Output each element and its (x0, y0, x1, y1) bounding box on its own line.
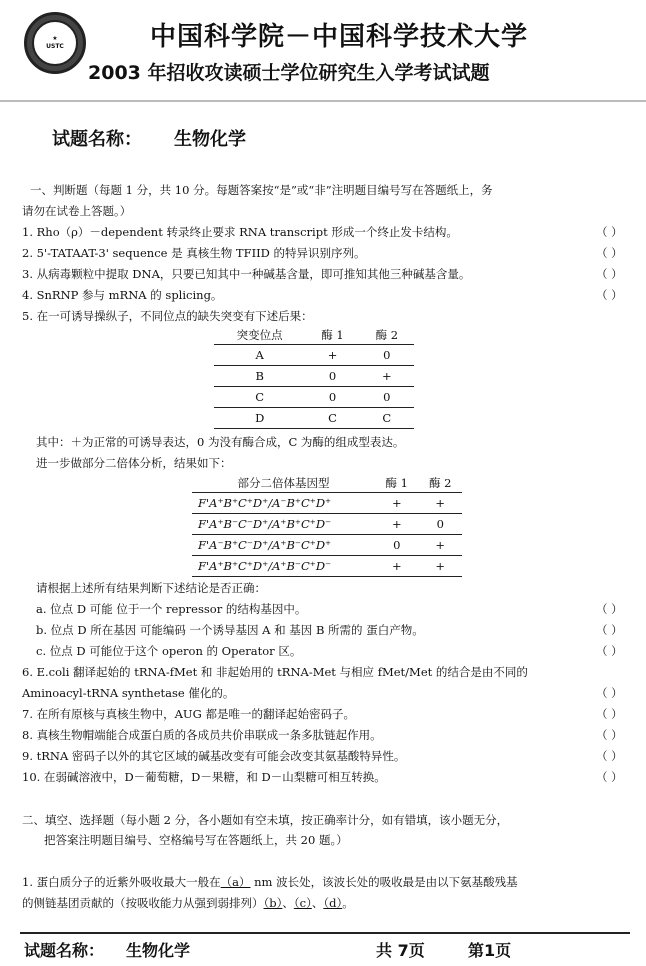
answer-paren-1: （ ） (596, 225, 623, 239)
statement-c: c. 位点 D 可能位于这个 operon 的 Operator 区。 (36, 644, 302, 658)
fill-q1-text-post: nm 波长处，该波长处的吸收最是由以下氨基酸残基 (250, 875, 518, 889)
answer-paren-6: （ ） (596, 686, 623, 700)
answer-paren-2: （ ） (596, 246, 623, 260)
table-cell: C (214, 387, 305, 408)
table-row (192, 556, 462, 577)
table-cell: A (214, 345, 305, 366)
question-1: 1. Rho（ρ）－dependent 转录终止要求 RNA transcript 形成一个终止发卡结构。 (22, 225, 458, 239)
footer-page-number: 第1页 (468, 941, 512, 960)
answer-paren-c: （ ） (596, 644, 623, 658)
table-row (192, 535, 462, 556)
table-header: 酶 2 (360, 326, 414, 345)
university-logo (24, 12, 86, 74)
header-divider (0, 100, 646, 102)
table-cell: + (375, 556, 418, 577)
question-7: 7. 在所有原核与真核生物中，AUG 都是唯一的翻译起始密码子。 (22, 707, 355, 721)
section1-intro-line1: 一、判断题（每题 1 分，共 10 分。每题答案按“是”或“非”注明题目编号写在答题纸上，务 (30, 183, 493, 197)
answer-paren-8: （ ） (596, 728, 623, 742)
blank-b: （b） (263, 896, 283, 910)
table-cell: + (419, 556, 463, 577)
table-cell: + (375, 514, 418, 535)
table-row (214, 408, 414, 429)
answer-paren-9: （ ） (596, 749, 623, 763)
exam-title-institutions: 中国科学院－中国科学技术大学 (150, 22, 529, 52)
seal-text: USTC (46, 43, 64, 50)
answer-paren-4: （ ） (596, 288, 623, 302)
table-row (214, 366, 414, 387)
table-cell: 0 (375, 535, 418, 556)
table-row (214, 345, 414, 366)
footer-divider (20, 932, 630, 934)
blank-d: （d） (323, 896, 343, 910)
table-header: 突变位点 (214, 326, 305, 345)
university-seal (32, 20, 78, 66)
table-cell: 0 (305, 387, 359, 408)
period: 。 (342, 896, 354, 910)
table-cell: D (214, 408, 305, 429)
table-cell: + (419, 493, 463, 514)
subject-heading (52, 125, 246, 151)
exam-title-year: 2003 年招收攻读硕士学位研究生入学考试试题 (88, 62, 490, 84)
footer-total-pages: 共 7页 (376, 941, 425, 960)
question-5-intro: 5. 在一可诱导操纵子，不同位点的缺失突变有下述后果： (22, 309, 313, 323)
table-cell: F'A⁺B⁻C⁻D⁺/A⁺B⁺C⁺D⁻ (192, 514, 375, 535)
fill-q1-text: 1. 蛋白质分子的近紫外吸收最大一般在 (22, 875, 221, 889)
fill-q1-line2-text: 的侧链基团贡献的（按吸收能力从强到弱排列） (22, 896, 264, 910)
question-4: 4. SnRNP 参与 mRNA 的 splicing。 (22, 288, 223, 302)
fill-question-1-line1 (22, 874, 518, 890)
judge-intro: 请根据上述所有结果判断下述结论是否正确： (36, 581, 266, 595)
answer-paren-b: （ ） (596, 623, 623, 637)
question-3: 3. 从病毒颗粒中提取 DNA，只要已知其中一种碱基含量，即可推知其他三种碱基含量。 (22, 267, 471, 281)
footer-subject-value: 生物化学 (126, 941, 191, 960)
table-header: 酶 1 (305, 326, 359, 345)
table-row (192, 493, 462, 514)
table-cell: C (305, 408, 359, 429)
table-cell: 0 (305, 366, 359, 387)
statement-a: a. 位点 D 可能 位于一个 repressor 的结构基因中。 (36, 602, 307, 616)
table-cell: 0 (360, 387, 414, 408)
answer-paren-10: （ ） (596, 770, 623, 784)
table-header: 部分二倍体基因型 (192, 474, 375, 493)
seal-star-icon: ★ (52, 35, 58, 42)
table-row (192, 514, 462, 535)
answer-paren-7: （ ） (596, 707, 623, 721)
table-cell: 0 (360, 345, 414, 366)
table-row (214, 387, 414, 408)
blank-a: （a） (220, 875, 251, 889)
separator: 、 (282, 896, 294, 910)
table-cell: + (360, 366, 414, 387)
table-cell: F'A⁺B⁺C⁺D⁺/A⁺B⁻C⁺D⁻ (192, 556, 375, 577)
table-cell: + (305, 345, 359, 366)
table-cell: C (360, 408, 414, 429)
section2-intro-line2: 把答案注明题目编号、空格编号写在答题纸上，共 20 题。） (44, 833, 348, 847)
question-6-line2: Aminoacyl-tRNA synthetase 催化的。 (22, 686, 235, 700)
table-cell: + (375, 493, 418, 514)
subject-label: 试题名称： (52, 129, 142, 150)
table-cell: B (214, 366, 305, 387)
footer-subject (24, 938, 190, 961)
separator: 、 (311, 896, 324, 910)
diploid-table (192, 474, 462, 577)
section1-intro-line2: 请勿在试卷上答题。） (22, 204, 132, 218)
footer-label: 试题名称： (24, 941, 105, 960)
question-10: 10. 在弱碱溶液中，D－葡萄糖，D－果糖，和 D－山梨糖可相互转换。 (22, 770, 386, 784)
table-cell: F'A⁺B⁺C⁺D⁺/A⁻B⁺C⁺D⁺ (192, 493, 375, 514)
table-header: 酶 2 (419, 474, 463, 493)
table-cell: 0 (419, 514, 463, 535)
question-2: 2. 5'-TATAAT-3' sequence 是 真核生物 TFIID 的特异识别序列。 (22, 246, 366, 260)
table-header: 酶 1 (375, 474, 418, 493)
blank-c: （c） (293, 896, 312, 910)
question-8: 8. 真核生物帽端能合成蛋白质的各成员共价串联成一条多肽链起作用。 (22, 728, 382, 742)
table-cell: F'A⁻B⁺C⁻D⁺/A⁺B⁻C⁺D⁺ (192, 535, 375, 556)
section2-intro-line1: 二、填空、选择题（每小题 2 分，各小题如有空未填，按正确率计分，如有错填，该小题无分， (22, 813, 509, 827)
diploid-intro: 进一步做部分二倍体分析，结果如下： (36, 456, 232, 470)
answer-paren-a: （ ） (596, 602, 623, 616)
mutation-table (214, 326, 414, 429)
question-9: 9. tRNA 密码子以外的其它区域的碱基改变有可能会改变其氨基酸特异性。 (22, 749, 406, 763)
answer-paren-3: （ ） (596, 267, 623, 281)
statement-b: b. 位点 D 所在基因 可能编码 一个诱导基因 A 和 基因 B 所需的 蛋白产物。 (36, 623, 424, 637)
table-cell: + (419, 535, 463, 556)
fill-question-1-line2 (22, 895, 354, 911)
mutation-legend: 其中：＋为正常的可诱导表达，0 为没有酶合成，C 为酶的组成型表达。 (36, 435, 405, 449)
subject-value: 生物化学 (174, 129, 246, 150)
question-6-line1: 6. E.coli 翻译起始的 tRNA-fMet 和 非起始用的 tRNA-Met 与相应 fMet/Met 的结合是由不同的 (22, 665, 528, 679)
